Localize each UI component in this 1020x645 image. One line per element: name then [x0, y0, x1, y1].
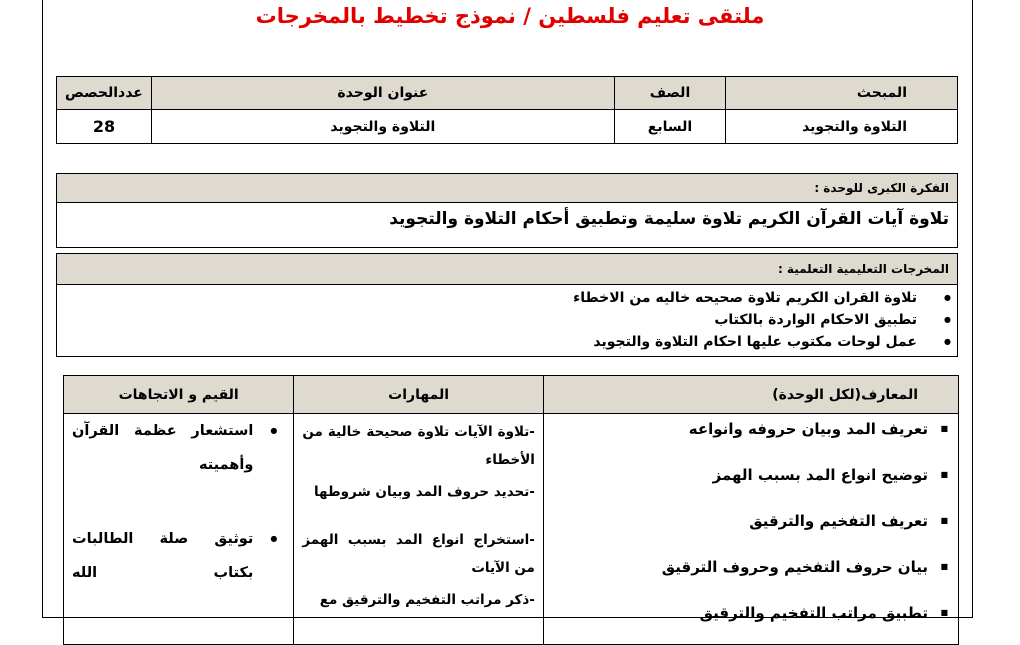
skills-header: المهارات [294, 376, 544, 414]
big-idea-text: تلاوة آيات القرآن الكريم تلاوة سليمة وتطبيق أحكام التلاوة والتجويد [389, 209, 949, 229]
skill-item: -استخراج انواع المد بسبب الهمز من الآيات [302, 532, 535, 576]
unit-title-header: عنوان الوحدة [151, 77, 614, 110]
grade-value: السابع [614, 110, 725, 144]
lessons-count-value: 28 [57, 110, 152, 144]
value-item: ● استشعار عظمة القرآن وأهميته [72, 414, 285, 482]
big-idea-label: الفكرة الكبرى للوحدة : [57, 174, 957, 203]
outcomes-section [56, 253, 958, 357]
big-idea-section [56, 173, 958, 248]
knowledge-item: ■ بيان حروف التفخيم وحروف الترقيق [552, 556, 950, 598]
skill-item: -تحديد حروف المد وبيان شروطها [313, 484, 535, 500]
outcome-item: ● تطبيق الاحكام الواردة بالكتاب [57, 309, 917, 331]
outcomes-label: المخرجات التعليمية التعلمية : [57, 254, 957, 285]
unit-title-value: التلاوة والتجويد [151, 110, 614, 144]
subject-header: المبحث [726, 77, 958, 110]
outcomes-list [57, 287, 957, 353]
grade-header: الصف [614, 77, 725, 110]
skill-item: -تلاوة الآيات تلاوة صحيحة خالية من الأخطاء [302, 424, 535, 468]
lessons-count-header: عددالحصص [57, 77, 152, 110]
knowledge-item: ■ تعريف التفخيم والترقيق [552, 510, 950, 552]
outcome-item: ● تلاوة القران الكريم تلاوة صحيحه خاليه من الاخطاء [57, 287, 917, 309]
values-header: القيم و الاتجاهات [64, 376, 294, 414]
skill-item: -ذكر مراتب التفخيم والترقيق مع [319, 592, 535, 608]
unit-info-table [56, 76, 958, 144]
value-item: ● توثيق صلة الطالبات بكتاب الله [72, 522, 285, 590]
knowledge-header: المعارف(لكل الوحدة) [543, 376, 958, 414]
knowledge-item: ■ توضيح انواع المد بسبب الهمز [552, 464, 950, 506]
page-title: ملتقى تعليم فلسطين / نموذج تخطيط بالمخرجات [255, 4, 765, 28]
knowledge-item: ■ تعريف المد وبيان حروفه وانواعه [552, 418, 950, 460]
subject-value: التلاوة والتجويد [726, 110, 958, 144]
knowledge-skills-values-table [63, 375, 959, 645]
knowledge-item: ■ تطبيق مراتب التفخيم والترقيق [552, 602, 950, 644]
outcome-item: ● عمل لوحات مكتوب عليها احكام التلاوة والتجويد [57, 331, 917, 353]
